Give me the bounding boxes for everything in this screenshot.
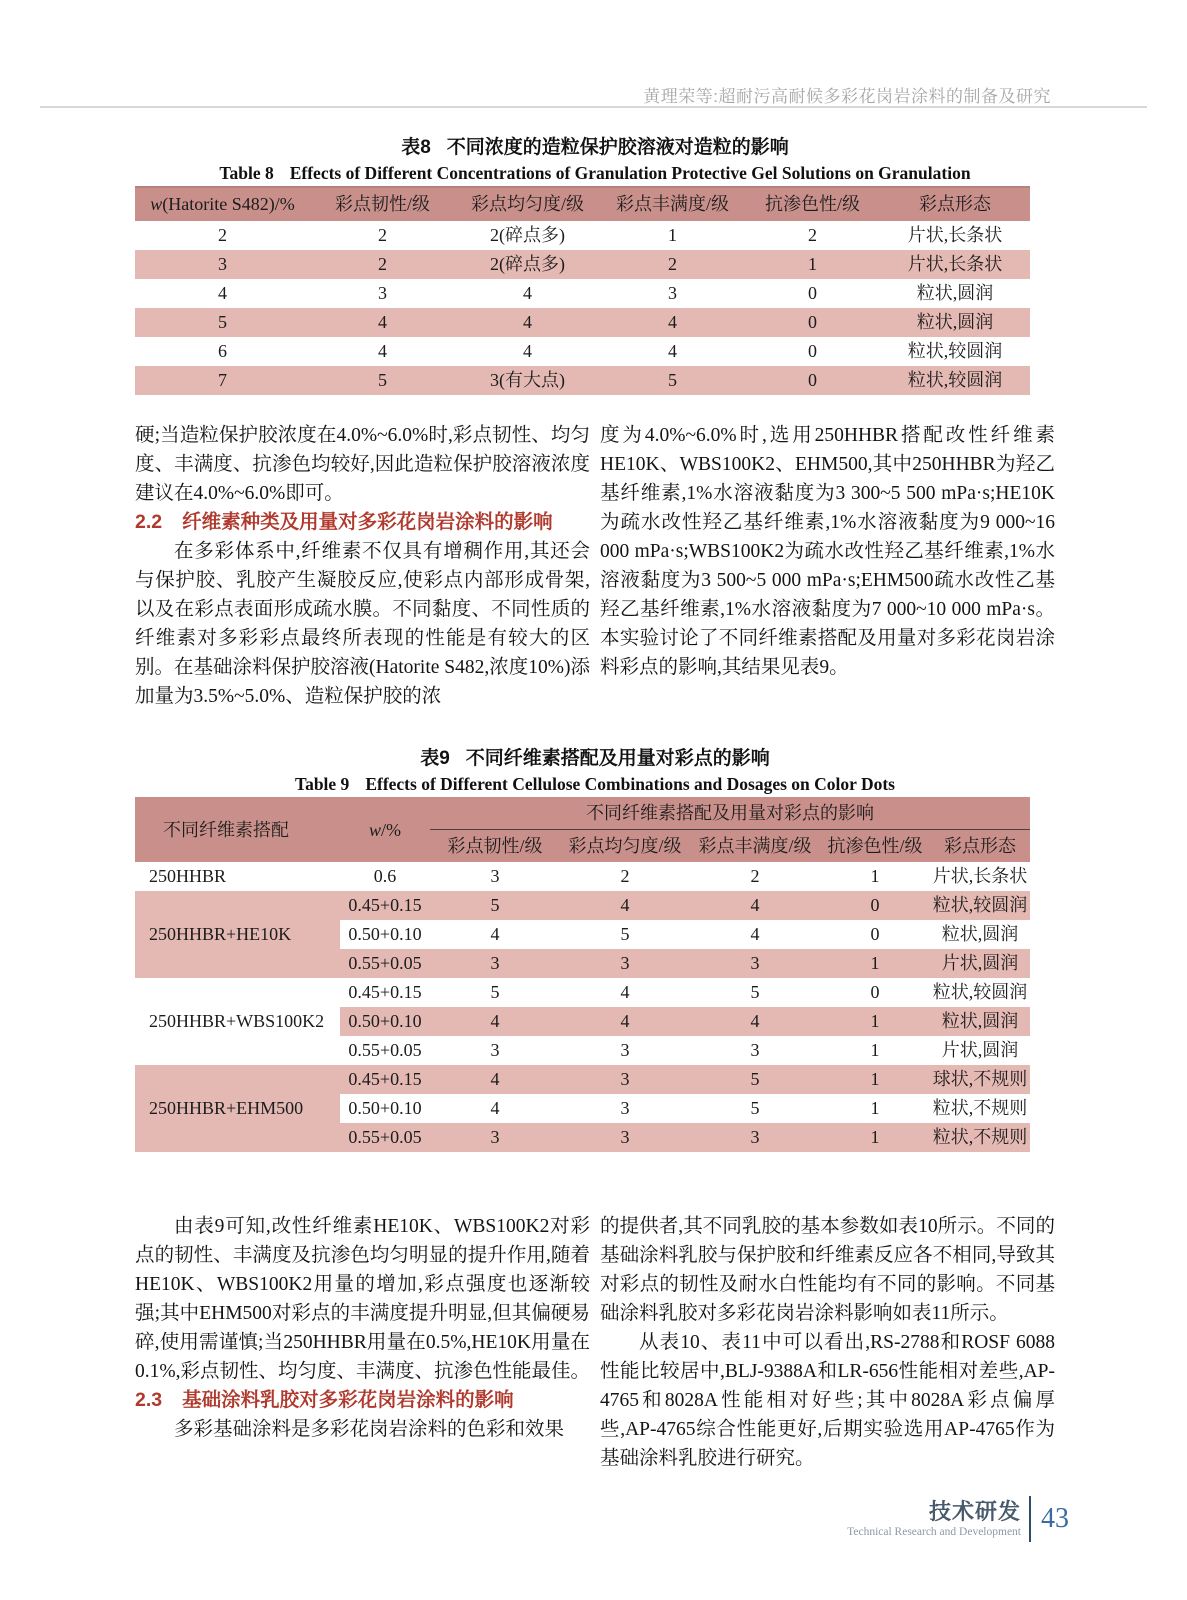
table9-caption-zh xyxy=(135,747,1055,771)
table-row: 250HHBR 0.6 3 2 2 1 片状,长条状 xyxy=(135,862,1030,891)
table-row: 0.55+0.05 3 3 3 1 粒状,不规则 xyxy=(135,1123,1030,1152)
page-number: 43 xyxy=(1041,1503,1069,1534)
table8-header: 抗渗色性/级 xyxy=(745,187,880,221)
running-head: 黄理荣等:超耐污高耐候多彩花岗岩涂料的制备及研究 xyxy=(643,87,1051,106)
table8-caption-zh-label: 表8 xyxy=(401,137,431,158)
paragraph: 多彩基础涂料是多彩花岗岩涂料的色彩和效果 xyxy=(174,1419,565,1440)
right-column xyxy=(600,1212,1055,1473)
table-row: 2 2 2(碎点多) 1 2 片状,长条状 xyxy=(218,225,1003,245)
table8-header: 彩点均匀度/级 xyxy=(455,187,600,221)
table-row: 5 4 4 4 0 粒状,圆润 xyxy=(135,308,1030,337)
section-number: 2.3 xyxy=(135,1389,163,1411)
page-content xyxy=(135,128,1055,1473)
w-symbol: w xyxy=(150,194,163,214)
table9-subheader: 彩点丰满度/级 xyxy=(690,830,820,863)
table-row: 0.50+0.10 4 5 4 0 粒状,圆润 xyxy=(135,920,1030,949)
section-heading-2-2 xyxy=(135,508,590,537)
table-row: 3 2 2(碎点多) 2 1 片状,长条状 xyxy=(135,250,1030,279)
paragraph: 硬;当造粒保护胶浓度在4.0%~6.0%时,彩点韧性、均匀度、丰满度、抗渗色均较好,因此造粒保护胶溶液浓度建议在4.0%~6.0%即可。 xyxy=(135,425,590,504)
footer-section-label xyxy=(847,1499,1021,1540)
table-row: 0.50+0.10 4 3 5 1 粒状,不规则 xyxy=(135,1094,1030,1123)
table-row: 250HHBR+EHM500 0.45+0.15 4 3 5 1 球状,不规则 xyxy=(135,1065,1030,1094)
table8-header: 彩点韧性/级 xyxy=(310,187,455,221)
paragraph: 在多彩体系中,纤维素不仅具有增稠作用,其还会与保护胶、乳胶产生凝胶反应,使彩点内部形成骨架,以及在彩点表面形成疏水膜。不同黏度、不同性质的纤维素对多彩彩点最终所表现的性能是有较大的区别。在基础涂料保护胶溶液(Hatorite S482,浓度10%)添加量为3.5%~5.0%、造粒保护胶的浓 xyxy=(135,541,590,707)
paragraph: 度为4.0%~6.0%时,选用250HHBR搭配改性纤维素HE10K、WBS100K2、EHM500,其中250HHBR为羟乙基纤维素,1%水溶液黏度为3 300~5 500 mPa·s;HE10K为疏水改性羟乙基纤维素,1%水溶液黏度为9 000~16 000 mPa·s;WBS100K2为疏水改性羟乙基纤维素,1%水溶液黏度为3 500~5 000 mPa·s;EHM500疏水改性乙基羟乙基纤维素,1%水溶液黏度为7 000~10 000 mPa·s。本实验讨论了不同纤维素搭配及用量对多彩花岗岩涂料彩点的影响,其结果见表9。 xyxy=(600,425,1055,678)
table8-caption-en-label: Table 8 xyxy=(219,163,274,183)
footer-section-zh: 技术研发 xyxy=(928,1498,1021,1524)
page-footer xyxy=(847,1496,1069,1542)
table9-subheader: 彩点形态 xyxy=(930,830,1030,863)
table8-caption-en xyxy=(135,162,1055,184)
table9-caption-en-title: Effects of Different Cellulose Combinations and Dosages on Color Dots xyxy=(365,774,895,794)
left-column xyxy=(135,1212,590,1473)
table9-caption-en-label: Table 9 xyxy=(295,774,350,794)
table-row: 7 5 3(有大点) 5 0 粒状,较圆润 xyxy=(135,366,1030,395)
table-row: 0.55+0.05 3 3 3 1 片状,圆润 xyxy=(135,949,1030,978)
table9-subheader: 彩点韧性/级 xyxy=(430,830,560,863)
group-name: 250HHBR+HE10K xyxy=(135,891,340,978)
footer-divider xyxy=(1029,1496,1031,1542)
table9-subheader: 彩点均匀度/级 xyxy=(560,830,690,863)
table-row: 250HHBR+HE10K 0.45+0.15 5 4 4 0 粒状,较圆润 xyxy=(135,891,1030,920)
table-row: 250HHBR+WBS100K2 0.45+0.15 5 4 5 0 粒状,较圆润 xyxy=(135,978,1030,1007)
table8-header: 彩点形态 xyxy=(880,187,1030,221)
section-heading-2-3 xyxy=(135,1386,590,1415)
w-symbol: w xyxy=(368,819,381,840)
table9-subheader: 抗渗色性/级 xyxy=(820,830,930,863)
table8-caption-zh-title: 不同浓度的造粒保护胶溶液对造粒的影响 xyxy=(446,137,789,158)
table-row: 0.50+0.10 4 4 4 1 粒状,圆润 xyxy=(135,1007,1030,1036)
table8-header-w: w(Hatorite S482)/% xyxy=(135,187,310,221)
footer-section-en: Technical Research and Development xyxy=(847,1525,1021,1538)
table-row: 0.55+0.05 3 3 3 1 片状,圆润 xyxy=(135,1036,1030,1065)
table9 xyxy=(135,797,1030,1152)
section-title: 基础涂料乳胶对多彩花岗岩涂料的影响 xyxy=(182,1389,514,1411)
group-name: 250HHBR+WBS100K2 xyxy=(135,978,340,1065)
table-row: 4 3 4 3 0 粒状,圆润 xyxy=(218,283,994,303)
table8-caption-en-title: Effects of Different Concentrations of Granulation Protective Gel Solutions on Granulation xyxy=(289,163,971,183)
header-rule xyxy=(40,106,1147,108)
left-column xyxy=(135,421,590,711)
table8 xyxy=(135,186,1030,395)
table9-caption-zh-title: 不同纤维素搭配及用量对彩点的影响 xyxy=(465,748,770,769)
table-row: 6 4 4 4 0 粒状,较圆润 xyxy=(218,341,1003,361)
table9-caption-en xyxy=(135,773,1055,795)
table8-header: 彩点丰满度/级 xyxy=(600,187,745,221)
body-block-1 xyxy=(135,421,1055,711)
section-number: 2.2 xyxy=(135,511,163,533)
table9-header-row-1 xyxy=(135,797,1030,830)
paragraph: 的提供者,其不同乳胶的基本参数如表10所示。不同的基础涂料乳胶与保护胶和纤维素反应各不相同,导致其对彩点的韧性及耐水白性能均有不同的影响。不同基础涂料乳胶对多彩花岗岩涂料影响如表11所示。 xyxy=(600,1216,1055,1324)
table9-group-header: 不同纤维素搭配及用量对彩点的影响 xyxy=(430,797,1030,830)
table9-header-w: w/% xyxy=(340,797,430,862)
body-block-2 xyxy=(135,1212,1055,1473)
table8-header-row xyxy=(135,187,1030,221)
table8-caption-zh xyxy=(135,136,1055,160)
group-name: 250HHBR xyxy=(135,862,340,891)
table9-caption-zh-label: 表9 xyxy=(420,748,450,769)
paragraph: 由表9可知,改性纤维素HE10K、WBS100K2对彩点的韧性、丰满度及抗渗色均匀明显的提升作用,随着HE10K、WBS100K2用量的增加,彩点强度也逐渐较强;其中EHM500对彩点的丰满度提升明显,但其偏硬易碎,使用需谨慎;当250HHBR用量在0.5%,HE10K用量在0.1%,彩点韧性、均匀度、丰满度、抗渗色性能最佳。 xyxy=(135,1216,590,1382)
group-name: 250HHBR+EHM500 xyxy=(135,1065,340,1152)
paragraph: 从表10、表11中可以看出,RS-2788和ROSF 6088性能比较居中,BLJ-9388A和LR-656性能相对差些,AP-4765和8028A性能相对好些;其中8028A彩点偏厚些,AP-4765综合性能更好,后期实验选用AP-4765作为基础涂料乳胶进行研究。 xyxy=(600,1332,1055,1469)
table9-header-combination: 不同纤维素搭配 xyxy=(135,797,340,862)
right-column xyxy=(600,421,1055,711)
section-title: 纤维素种类及用量对多彩花岗岩涂料的影响 xyxy=(182,511,553,533)
